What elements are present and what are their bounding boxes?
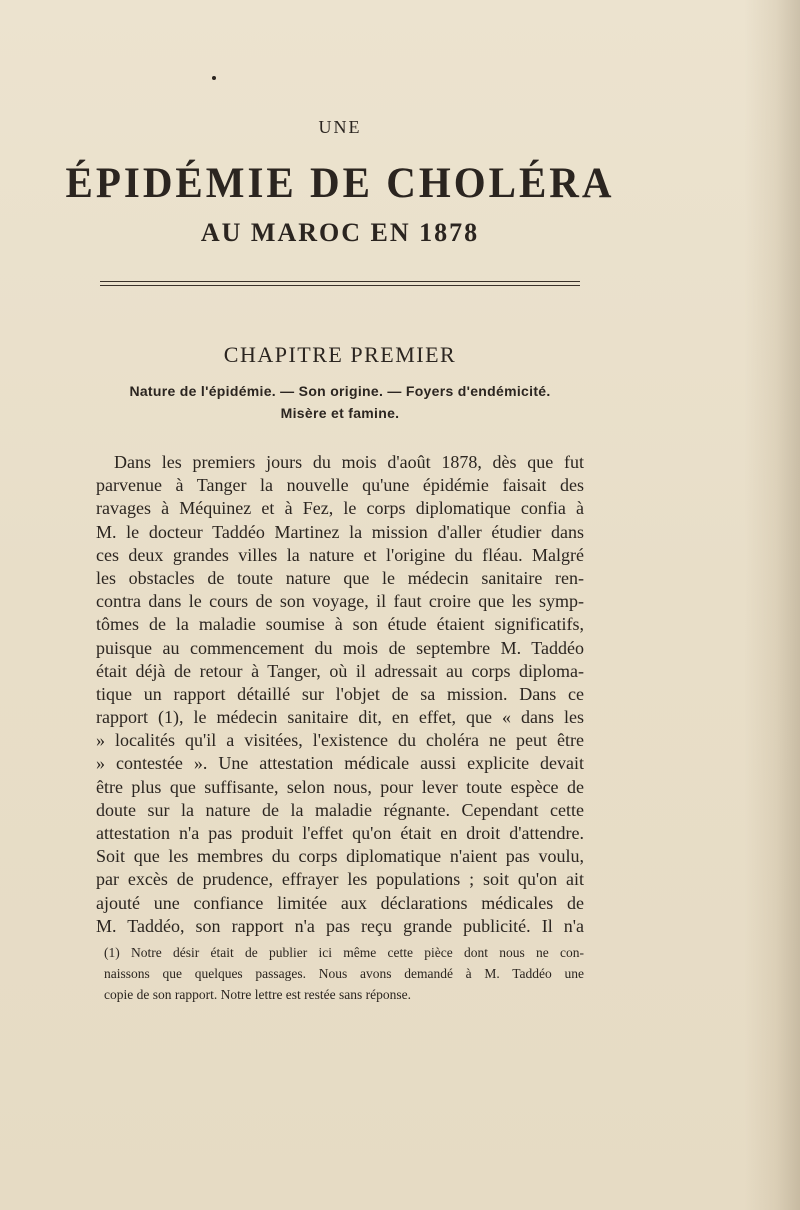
body-line: ajouté une confiance limitée aux déclarations médicales de xyxy=(96,892,584,913)
footnote-line: (1) Notre désir était de publier ici même cette pièce dont nous ne con- xyxy=(104,945,584,960)
chapter-summary-line-2: Misère et famine. xyxy=(280,405,400,421)
footnote-line: copie de son rapport. Notre lettre est restée sans réponse. xyxy=(104,987,412,1002)
body-line: tique un rapport détaillé sur l'objet de sa mission. Dans ce xyxy=(96,683,584,704)
body-line: Soit que les membres du corps diplomatique n'aient pas voulu, xyxy=(96,846,584,867)
main-title: ÉPIDÉMIE DE CHOLÉRA xyxy=(65,157,615,207)
body-line: » contestée ». Une attestation médicale aussi explicite devait xyxy=(96,753,584,774)
body-line: ravages à Méquinez et à Fez, le corps diplomatique confia à xyxy=(96,498,584,519)
body-line: être plus que suffisante, selon nous, pour lever toute espèce de xyxy=(96,776,584,797)
body-text xyxy=(96,451,584,938)
footnote-line: naissons que quelques passages. Nous avons demandé à M. Taddéo une xyxy=(104,966,584,981)
body-line: puisque au commencement du mois de septembre M. Taddéo xyxy=(96,637,584,658)
body-line: contra dans le cours de son voyage, il faut croire que les symp- xyxy=(96,591,584,612)
footnote xyxy=(104,942,584,1005)
title-rule-top xyxy=(100,281,580,282)
body-line: ces deux grandes villes la nature et l'origine du fléau. Malgré xyxy=(96,544,584,565)
body-line: rapport (1), le médecin sanitaire dit, en effet, que « dans les xyxy=(96,707,584,728)
body-line: par excès de prudence, effrayer les populations ; soit qu'on ait xyxy=(96,869,584,890)
title-rule-bottom xyxy=(100,285,580,286)
ink-dot xyxy=(212,76,216,80)
chapter-title: CHAPITRE PREMIER xyxy=(223,342,457,367)
body-line: M. le docteur Taddéo Martinez la mission d'aller étudier dans xyxy=(96,521,584,542)
body-line: les obstacles de toute nature que le médecin sanitaire ren- xyxy=(96,567,584,588)
body-line: parvenue à Tanger la nouvelle qu'une épidémie faisait des xyxy=(96,475,584,496)
chapter-summary-line-1: Nature de l'épidémie. — Son origine. — Foyers d'endémicité. xyxy=(129,383,551,399)
body-line: doute sur la nature de la maladie régnante. Cependant cette xyxy=(96,799,584,820)
heading-une: UNE xyxy=(318,117,362,137)
sub-title: AU MAROC EN 1878 xyxy=(200,218,480,247)
body-line: » localités qu'il a visitées, l'existence du choléra ne peut être xyxy=(96,730,584,751)
body-line: tômes de la maladie soumise à son étude étaient significatifs, xyxy=(96,614,584,635)
body-line: était déjà de retour à Tanger, où il adressait au corps diploma- xyxy=(96,660,584,681)
body-line: M. Taddéo, son rapport n'a pas reçu grande publicité. Il n'a xyxy=(96,915,584,936)
body-line: attestation n'a pas produit l'effet qu'on était en droit d'attendre. xyxy=(96,823,584,843)
body-line: Dans les premiers jours du mois d'août 1878, dès que fut xyxy=(114,452,584,472)
